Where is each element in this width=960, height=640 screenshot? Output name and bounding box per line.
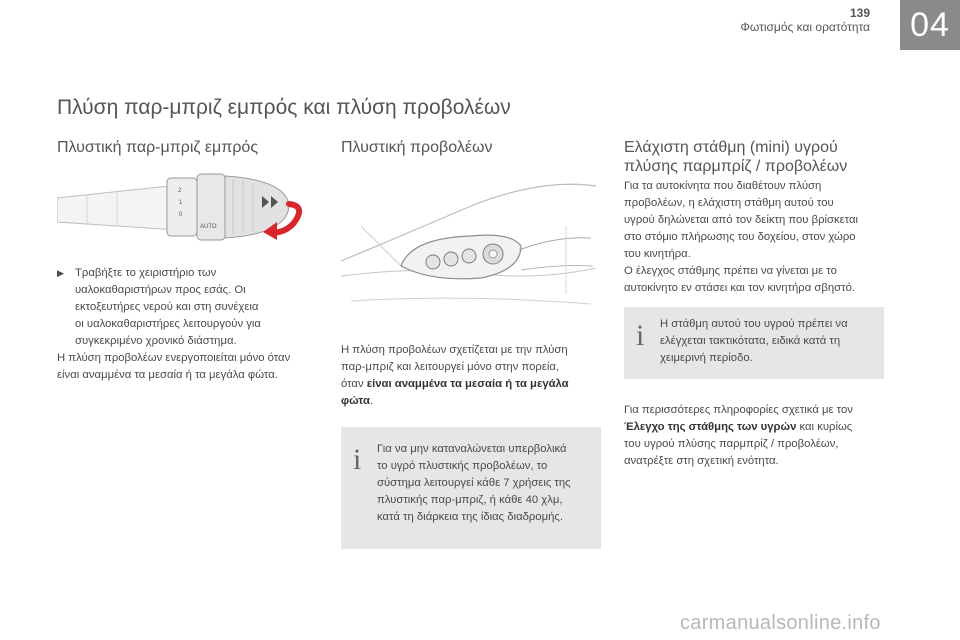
info-line: χειμερινή περίοδο.	[660, 352, 753, 364]
paragraph-line: παρ-μπριζ και λειτουργεί μόνο στην πορεία,	[341, 361, 560, 373]
minimum-level-paragraph	[624, 178, 904, 297]
paragraph-line: στο στόμιο πλήρωσης του δοχείου, στον χώρο	[624, 231, 856, 243]
paragraph-line: Για τα αυτοκίνητα που διαθέτουν πλύση	[624, 180, 822, 192]
info-line: πλυστικής παρ-μπριζ, ή κάθε 40 χλμ,	[377, 494, 563, 506]
watermark: carmanualsonline.info	[680, 612, 881, 634]
instruction-line: συγκεκριμένο χρονικό διάστημα.	[75, 335, 237, 347]
paragraph-line: αυτοκίνητο εν στάσει και τον κινητήρα σβηστό.	[624, 282, 855, 294]
paragraph-line: του υγρού πλύσης παρμπρίζ / προβολέων,	[624, 438, 839, 450]
stalk-label-2: 2	[178, 188, 182, 194]
paragraph-line: Η πλύση προβολέων ενεργοποιείται μόνο όταν	[57, 352, 291, 364]
section-heading-minimum-level	[624, 138, 847, 176]
paragraph-line: όταν είναι αναμμένα τα μεσαία ή τα μεγάλα	[341, 378, 569, 390]
stalk-label-0: 0	[179, 212, 183, 218]
info-icon: i	[353, 443, 362, 476]
paragraph-line: προβολέων, η ελάχιστη στάθμη αυτού του	[624, 197, 834, 209]
section-heading-headlamp-wash: Πλυστική προβολέων	[341, 139, 493, 156]
instruction-line: οι υαλοκαθαριστήρες λειτουργούν για	[75, 318, 261, 330]
paragraph-line: Η πλύση προβολέων σχετίζεται με την πλύση	[341, 344, 568, 356]
info-line: ελέγχεται τακτικότατα, ειδικά κατά τη	[660, 335, 841, 347]
info-line: Η στάθμη αυτού του υγρού πρέπει να	[660, 318, 848, 330]
instruction-line: εκτοξευτήρες νερού και στη συνέχεια	[75, 301, 259, 313]
cross-reference-link[interactable]: Έλεγχο της στάθμης των υγρών	[624, 421, 797, 433]
chapter-badge: 04	[900, 0, 960, 50]
instruction-line: ▶ Τραβήξτε το χειριστήριο των	[57, 265, 327, 282]
stalk-label-auto: AUTO	[200, 224, 217, 230]
emphasis-text: είναι αναμμένα τα μεσαία ή τα μεγάλα	[366, 378, 569, 390]
wiper-stalk-illustration	[57, 166, 312, 252]
headlamp-illustration	[341, 166, 601, 316]
paragraph-line: ανατρέξτε στη σχετική ενότητα.	[624, 455, 779, 467]
more-info-paragraph	[624, 402, 904, 470]
paragraph-line: υγρού δηλώνεται από τον δείκτη που βρίσκεται	[624, 214, 859, 226]
section-heading-windscreen-wash: Πλυστική παρ-μπριζ εμπρός	[57, 139, 259, 156]
chapter-title: Φωτισμός και ορατότητα	[740, 20, 870, 34]
info-line: το υγρό πλυστικής προβολέων, το	[377, 460, 548, 472]
info-line: κατά τη διάρκεια της ίδιας διαδρομής.	[377, 511, 563, 523]
info-line: Για να μην καταναλώνεται υπερβολικά	[377, 443, 567, 455]
page-number: 139	[849, 6, 870, 20]
info-box-check-level	[624, 307, 884, 379]
page-title: Πλύση παρ-μπριζ εμπρός και πλύση προβολέων	[57, 96, 511, 119]
paragraph-line: φώτα.	[341, 395, 374, 407]
stalk-label-1: 1	[179, 200, 183, 206]
paragraph-line: Ο έλεγχος στάθμης πρέπει να γίνεται με το	[624, 265, 837, 277]
info-text	[660, 316, 880, 367]
emphasis-text: φώτα	[341, 395, 370, 407]
paragraph-line: Για περισσότερες πληροφορίες σχετικά με τον	[624, 404, 853, 416]
paragraph-line: Έλεγχο της στάθμης των υγρών και κυρίως	[624, 421, 853, 433]
windscreen-wash-instructions	[57, 265, 327, 384]
info-line: σύστημα λειτουργεί κάθε 7 χρήσεις της	[377, 477, 571, 489]
heading-line: πλύσης παρμπρίζ / προβολέων	[624, 158, 848, 175]
headlamp-wash-paragraph	[341, 342, 611, 410]
arrow-bullet-icon: ▶	[57, 268, 64, 278]
paragraph-line: είναι αναμμένα τα μεσαία ή τα μεγάλα φώτα.	[57, 369, 278, 381]
heading-line: Ελάχιστη στάθμη (mini) υγρού	[624, 139, 838, 156]
info-icon: i	[636, 319, 645, 352]
instruction-line: υαλοκαθαριστήρων προς εσάς. Οι	[75, 284, 246, 296]
paragraph-line: του κινητήρα.	[624, 248, 691, 260]
info-text	[377, 441, 597, 526]
info-box-fluid-saving	[341, 427, 601, 549]
